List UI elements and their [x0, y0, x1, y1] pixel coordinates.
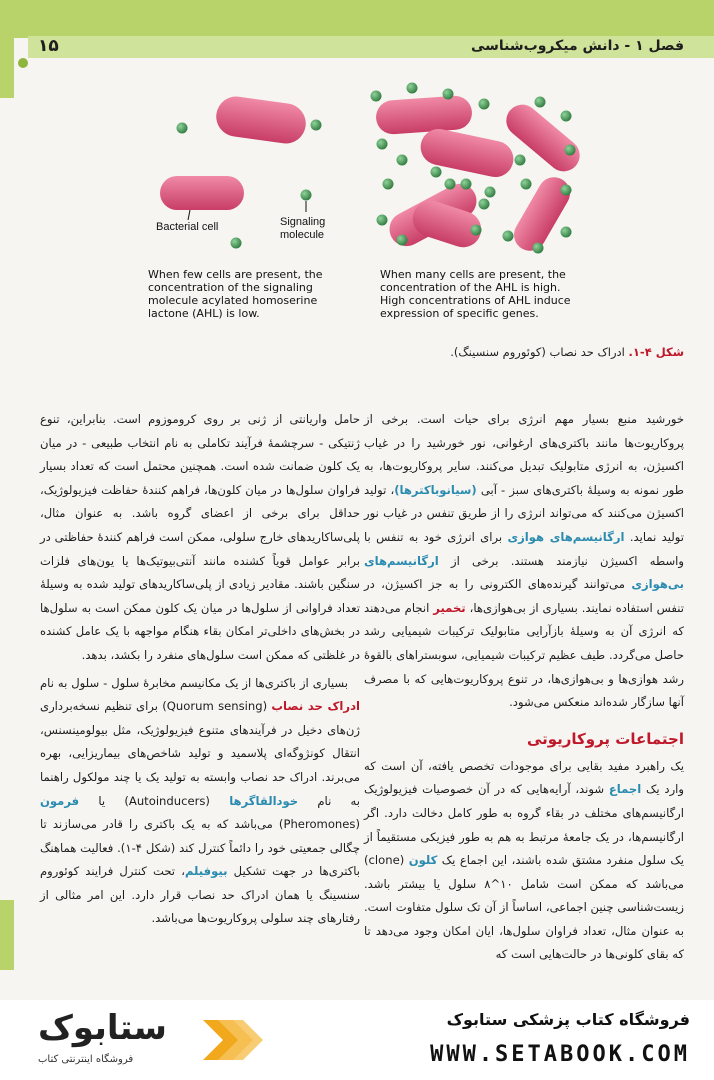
bacterial-cell-label: Bacterial cell: [156, 221, 219, 233]
shop-name: فروشگاه کتاب پزشکی ستابوک: [446, 1010, 690, 1029]
figure-label: شکل ۴-۱.: [628, 345, 684, 359]
footer-banner: [0, 1000, 714, 1080]
page-number: ۱۵: [38, 36, 59, 56]
term-aerobic: ارگانیسم‌های هوازی: [507, 529, 625, 544]
term-quorum-sensing: ادراک حد نصاب: [271, 699, 361, 714]
shop-url[interactable]: WWW.SETABOOK.COM: [430, 1042, 690, 1067]
paragraph: خورشید منبع بسیار مهم انرژی برای حیات است. برخی از پروکاریوت‌ها مانند باکتری‌های ارغوانی، نور خورشید را در غیاب اکسیژن، به انرژی متابولیک تبدیل می‌کنند. سایر پروکاریوت‌ها، به طور نمونه به وسیلهٔ باکتری‌های سبز - آبی (سیانوباکترها)، تولید اکسیژن می‌کنند که می‌تواند انرژی را از طریق تنفس در غیاب نور تولید نماید. ارگانیسم‌های هوازی برای انرژی خود به تنفس با واسطه اکسیژن نیازمند هستند. برخی از ارگانیسم‌های بی‌هوازی می‌توانند گیرنده‌های الکترونی را به جز اکسیژن، در تنفس استفاده نمایند. بسیاری از بی‌هوازی‌ها، تخمیر انجام می‌دهند که انرژی آن به وسیلهٔ بازآرایی متابولیک ترکیبات شیمیایی رشد حاصل می‌گردد. طیف عظیم ترکیبات شیمیایی، سوبستراهای بالقوهٔ رشد هوازی‌ها و بی‌هوازی‌ها، در تنوع پروکاریوت‌هایی که با مصرف آنها سازگار شده‌اند منعکس می‌شود.: [364, 412, 685, 710]
setabook-logo: [28, 1008, 278, 1074]
header-bullet: [18, 58, 28, 68]
text-column-left: [40, 408, 360, 931]
signaling-label-1: Signaling: [280, 216, 326, 228]
term-clone: کلون: [408, 853, 438, 868]
term-consortium: اجماع: [608, 782, 642, 797]
signaling-label-2: molecule: [280, 229, 325, 241]
signaling-molecule: [301, 190, 312, 201]
paragraph: بسیاری از باکتری‌ها از یک مکانیسم مخابرهٔ سلول - سلول به نام ادراک حد نصاب (Quorum sensing) برای تنظیم نسخه‌برداری ژن‌های دخیل در فرآیندهای متنوع فیزیولوژیک، مثل بیولومینسنس، انتقال کونژوگه‌ای پلاسمید و تولید شاخص‌های بیماریزایی، بهره می‌برند. ادراک حد نصاب وابسته به تولید یک یا چند مولکول راهنما به نام خودالقاگرها (Autoinducers) یا فرمون (Pheromones) می‌باشد که به یک باکتری را قادر می‌سازند تا چگالی جمعیتی خود را دائماً کنترل کند (شکل ۴-۱). فعالیت هماهنگ باکتری‌ها در جهت تشکیل بیوفیلم، تحت کنترل فرایند کوئوروم سنسینگ یا همان ادراک حد نصاب قرار دارد. این امر مثالی از رفتارهای چند سلولی پروکاریوت‌ها می‌باشد.: [40, 675, 361, 926]
quorum-sensing-figure: [130, 80, 690, 370]
left-edge-tab: [0, 38, 14, 98]
left-edge-tab-lower: [0, 900, 14, 970]
term-fermentation: تخمیر: [433, 600, 466, 615]
caption-many-cells: When many cells are present, the concentration of the AHL is high. High concentrations of AHL induce expression of specific genes.: [380, 268, 571, 320]
signaling-molecule: [177, 123, 188, 134]
paragraph: یک راهبرد مفید بقایی برای موجودات تخصص یافته، آن است که وارد یک اجماع شوند، آرایه‌هایی که در آن خصوصیات فیزیولوژیک ارگانیسم‌های مختلف در بقاء گروه به طور کامل دخالت دارد. اگر ارگانیسم‌ها، در یک جامعهٔ مرتبط به هم به طور فیزیکی مستقیماً از یک سلول منفرد مشتق شده باشند، این اجماع یک کلون (clone) می‌باشد که ممکن است شامل ۱۰^۸ سلول یا بیشتر باشد. زیست‌شناسی چنین اجماعی، اساساً از آن تک سلول متفاوت است. به عنوان مثال، تعداد فراوان سلول‌ها، ایان امکان وجود می‌دهد تا که بقای کلونی‌ها در حالت‌هایی است که: [364, 758, 684, 962]
top-color-band: [0, 0, 714, 38]
few-cells-panel: [156, 94, 325, 249]
bacterial-cell: [214, 94, 309, 146]
term-anaerobic: ارگانیسم‌های بی‌هوازی: [364, 553, 684, 592]
term-biofilm: بیوفیلم: [184, 864, 228, 879]
signaling-molecule: [231, 238, 242, 249]
bacterial-cell: [160, 176, 244, 210]
logo-subtitle: فروشگاه اینترنتی کتاب: [38, 1054, 134, 1065]
term-autoinducers: خودالقاگرها: [229, 793, 299, 808]
text-column-right: [364, 408, 684, 967]
term-pheromone: فرمون: [40, 793, 80, 808]
figure-caption: شکل ۴-۱. ادراک حد نصاب (کوئوروم سنسینگ).: [450, 345, 684, 359]
signaling-molecule: [311, 120, 322, 131]
section-heading: اجتماعات پروکاریوتی: [526, 729, 684, 748]
chapter-title: فصل ۱ - دانش میکروب‌شناسی: [470, 38, 684, 54]
paragraph: حامل واریانتی از ژنی بر روی کروموزوم است. بنابراین، تنوع ژنتیکی - سرچشمهٔ فرآیند تکاملی به نام انتخاب طبیعی - در میان یک کلون ضمانت شده است. همچنین محتمل است که تعداد بسیار فراوان سلول‌ها در میان کلون‌ها، فراهم کنندهٔ حفاظت فیزیولوژیک، حداقل برای برخی از اعضای گروه باشد. به عنوان مثال، پلی‌ساکاریدهای خارج سلولی، ممکن است فراهم کنندهٔ حفاظتی در برابر عوامل قویاً کشنده مانند آنتی‌بیوتیک‌ها یا یون‌های فلزات سنگین باشند. مقادیر زیادی از پلی‌ساکاریدهای تولید شده به وسیلهٔ تعداد فراوانی از سلول‌ها در میان یک کلون ممکن است به سلول‌ها در بخش‌های داخلی‌تر امکان بقاء هنگام مواجهه با یک عامل کشنده در غلظتی که ممکن است سلول‌های منفرد را بکشد، بدهد.: [40, 412, 360, 662]
caption-few-cells: When few cells are present, the concentration of the signaling molecule acylated homoserine lactone (AHL) is low.: [148, 268, 323, 320]
logo-text: ستابوک: [38, 1008, 167, 1048]
many-cells-panel: [371, 83, 587, 257]
logo-mark-icon: [198, 1010, 268, 1070]
term-cyanobacteria: (سیانوباکترها): [394, 482, 477, 497]
